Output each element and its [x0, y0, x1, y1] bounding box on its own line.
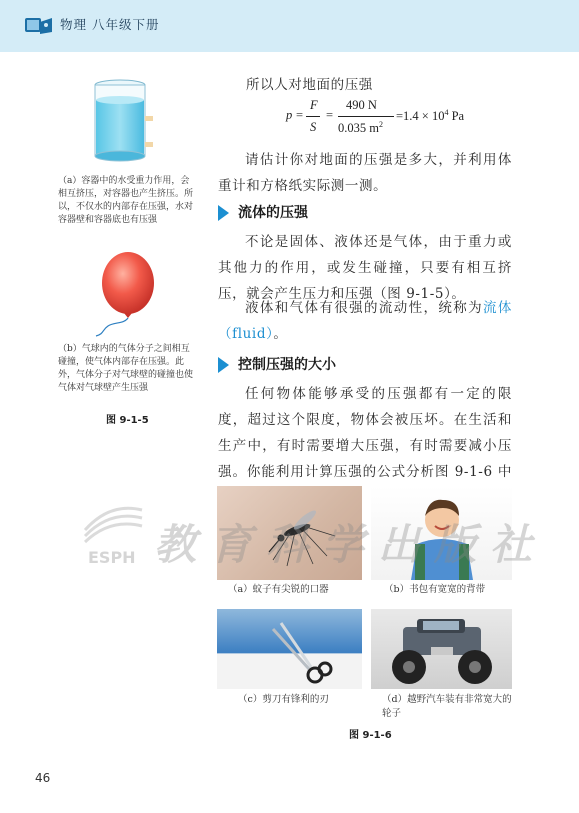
caption-fig-9-1-5-b: （b）气球内的气体分子之间相互碰撞，使气体内部存在压强。此外，气体分子对气球壁的碰撞也使气体对气球壁产生压强	[58, 344, 194, 393]
paragraph-control-pressure: 任何物体能够承受的压强都有一定的限度，超过这个限度，物体会被压坏。在生活和生产中，有时需要增大压强，有时需要减小压强。你能利用计算压强的公式分析图 9-1-6 中	[218, 386, 512, 480]
paragraph-fluid-2	[218, 295, 512, 347]
formula-result-unit: Pa	[448, 109, 465, 124]
caption-fig-9-1-6-b: （b）书包有宽宽的背带	[384, 584, 486, 595]
formula-num-symbol: F	[310, 98, 318, 112]
fluid-text-after: 。	[273, 326, 288, 342]
formula-eq-2: =	[326, 108, 334, 122]
formula-lhs: p	[286, 108, 293, 122]
formula-result	[396, 108, 464, 124]
formula-eq-1: =	[296, 108, 304, 122]
fluid-term: 流体	[483, 300, 512, 316]
formula-result-value: =1.4 × 10	[396, 109, 445, 124]
fraction-bar-1	[306, 116, 320, 117]
formula-den-symbol: S	[310, 120, 317, 134]
page-number: 46	[35, 771, 51, 785]
fluid-text-before: 液体和气体有很强的流动性，统称为	[245, 300, 484, 316]
section-arrow-icon	[218, 205, 229, 221]
water-container-illustration	[88, 76, 172, 166]
pressure-formula	[286, 96, 486, 138]
balloon-illustration	[84, 252, 174, 342]
figure-label-9-1-6: 图 9-1-6	[349, 730, 392, 741]
fluid-term-en: （fluid）	[218, 326, 274, 342]
caption-fig-9-1-6-d: （d）越野汽车装有非常宽大的轮子	[382, 694, 512, 719]
publisher-watermark	[80, 500, 547, 580]
header-title: 物理 八年级下册	[60, 17, 160, 32]
formula-den-exp: 2	[378, 120, 383, 129]
photo-offroad-car	[371, 609, 512, 689]
monster-truck-icon	[371, 609, 512, 689]
caption-fig-9-1-6-a: （a）蚊子有尖锐的口器	[228, 584, 329, 595]
formula-den-value: 0.035 m	[338, 121, 379, 136]
watermark-logo-text: ESPH	[88, 548, 136, 567]
watermark-text: 教育科学出版社	[154, 520, 547, 569]
formula-result-exp: 4	[444, 108, 449, 117]
caption-fig-9-1-5-a: （a）容器中的水受重力作用，会相互挤压，对容器也产生挤压。所以，不仅水的内部存在压强，水对容器壁和容器底也有压强	[58, 176, 194, 225]
paragraph-estimate: 请估计你对地面的压强是多大，并利用体重计和方格纸实际测一测。	[218, 152, 512, 194]
formula-den-group	[338, 120, 383, 136]
photo-scissors	[217, 609, 362, 689]
page-header	[0, 0, 579, 52]
paragraph-fluid-1: 不论是固体、液体还是气体，由于重力或其他力的作用，或发生碰撞，只要有相互挤压，就会产生压力和压强（图 9-1-5）。	[218, 234, 512, 302]
caption-fig-9-1-6-c: （c）剪刀有锋利的刃	[238, 694, 329, 705]
fraction-bar-2	[338, 116, 394, 117]
scissors-icon	[217, 609, 362, 689]
figure-label-9-1-5: 图 9-1-5	[106, 415, 149, 426]
section-title-2: 控制压强的大小	[238, 357, 336, 373]
formula-num-value: 490 N	[346, 98, 377, 112]
section-arrow-icon	[218, 357, 229, 373]
intro-line: 所以人对地面的压强	[246, 77, 373, 93]
section-title-1: 流体的压强	[238, 205, 308, 221]
book-logo-icon	[24, 14, 54, 36]
